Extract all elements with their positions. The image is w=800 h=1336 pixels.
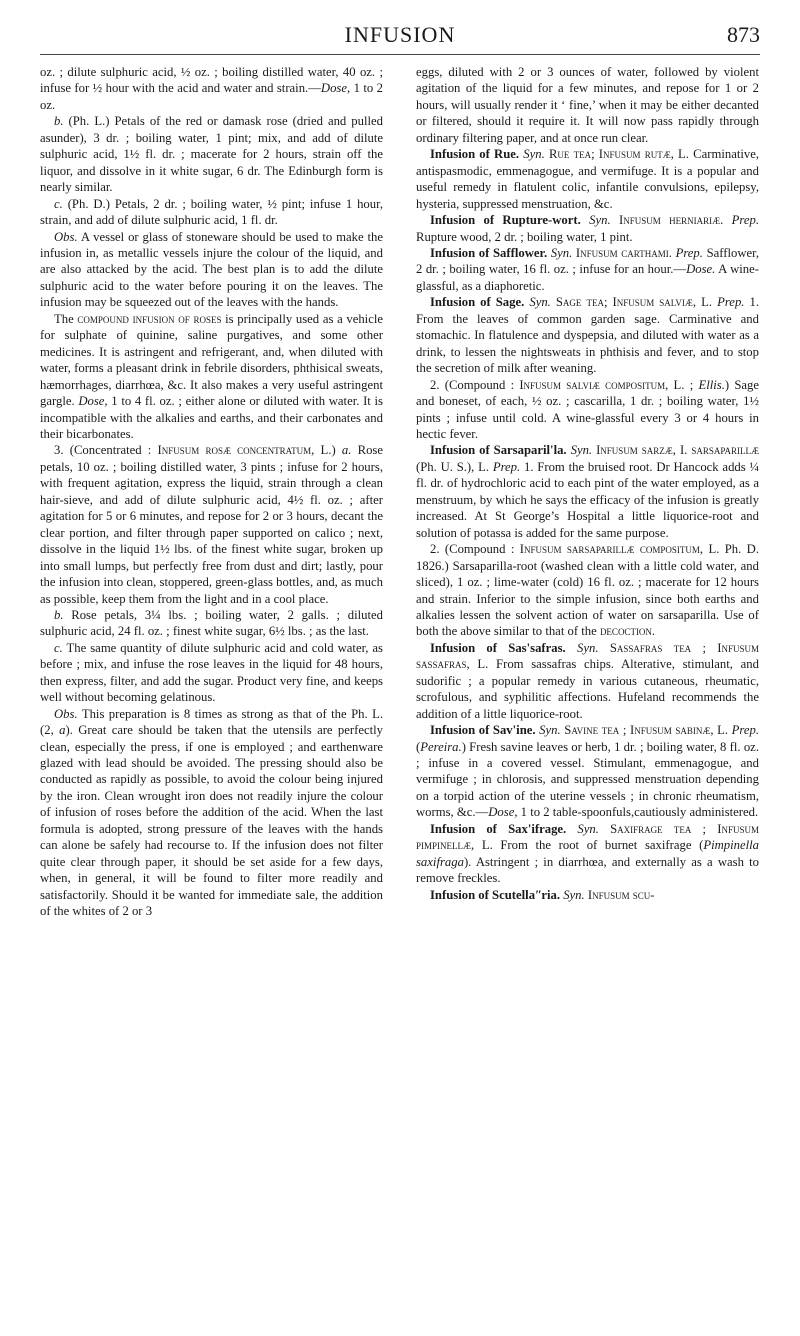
text-run: L. — [696, 295, 718, 310]
text-run: eggs, diluted with 2 or 3 ounces of water, followed by violent agitation of the liquid for a few minutes, and repose for 1 or 2 hours, will usually render it ‘ fine,’ when it may be either decanted or filtered, should it require it. It will now pass rapidly through ordinary filtering paper, and at once run clear. — [416, 65, 759, 145]
paragraph — [416, 442, 759, 541]
entry-headword: Infusion of Sav'ine. — [430, 723, 536, 738]
entry-headword: Infusion of Sas'safras. — [430, 640, 566, 655]
italic-text: Syn. — [589, 213, 611, 228]
text-run — [566, 641, 577, 655]
italic-text: Syn. — [539, 723, 561, 738]
left-column — [40, 64, 383, 1324]
entry-headword: Infusion of Rue. — [430, 147, 520, 162]
entry-headword: Infusion of Sarsaparil'la. — [430, 443, 567, 458]
text-run: ). Astringent ; in diarrhœa, and externally as a wash to remove freckles. — [416, 854, 759, 886]
text-run: (Ph. L.) Petals of the red or damask rose (dried and pulled asunder), 3 dr. ; boiling water, 1 pint; mix, and add of dilute sulphuric acid, 1½ fl. dr. ; macerate for 2 hours, strain off the liquor, and dissolve in it white sugar, 6 dr. The Edinburgh form is nearly similar. — [40, 114, 383, 195]
text-run: 3. (Concentrated : — [54, 443, 158, 458]
paragraph — [416, 821, 759, 887]
text-run: is principally used as a vehicle for sulphate of quinine, saline purgatives, and some other medicines. It is astringent and refrigerant, and, when diluted with water, forms a pleasant drink in febrile disorders, phthisical sweats, hæmorrhages, diarrhœa, &c. It also makes a very useful astringent gargle. — [40, 311, 383, 409]
text-run: oz. ; dilute sulphuric acid, ½ oz. ; boiling distilled water, 40 oz. ; infuse for ½ hour with the acid and water and strain.— — [40, 65, 383, 96]
italic-text: Pereira. — [420, 739, 462, 754]
page-title: INFUSION — [344, 22, 456, 47]
text-run: A vessel or glass of stoneware should be used to make the infusion in, as metallic vessels injure the colour of the liquid, and are also attacked by the acid. The best plan is to add the dilute sulphuric acid to the water before pouring it on the leaves. The infusion may be squeezed out of the leaves with the hands. — [40, 229, 383, 310]
small-caps-text: Sage tea; Infusum salviæ, — [555, 295, 697, 310]
entry-headword: Infusion of Sage. — [430, 295, 525, 310]
text-run: Rose petals, 10 oz. ; boiling distilled water, 3 pints ; infuse for 2 hours, with frequent agitation, express the liquid, strain through a clean hair-sieve, and add of dilute sulphuric acid, 4½ fl. oz. ; after agitation for 5 or 6 minutes, and repose for 2 or 3 hours, decant the clear portion, and filter through paper supported on calico ; next, dissolve in the liquid 1½ lbs. of the finest white sugar, broken up into small lumps, but perfectly free from dust and dirt; lastly, pour the infusion into clean, stoppered, green-glass bottles, and, as much as possible, keep them from the light and in a cool place. — [40, 443, 383, 606]
italic-text: a — [59, 723, 66, 738]
text-run: (Ph. D.) Petals, 2 dr. ; boiling water, ½ pint; infuse 1 hour, strain, and add of dilute sulphuric acid, 1 fl. dr. — [40, 196, 383, 228]
text-run: ) Fresh savine leaves or herb, 1 dr. ; boiling water, 8 fl. oz. ; infuse in a covered vessel. Stimulant, emmenagogue, and vermifuge ; in chlorosis, and suppressed menstruation depending on a torpid action of the uterine vessels ; in chronic rheumatism, worms, &c.— — [416, 739, 759, 820]
text-run: 1 to 2 table-spoonfuls,cautiously administered. — [517, 805, 759, 820]
italic-text: Prep. — [731, 723, 759, 738]
paragraph — [40, 229, 383, 311]
text-run: A wine-glassful, as a diaphoretic. — [416, 262, 759, 293]
paragraph — [40, 311, 383, 443]
italic-text: Syn. — [577, 821, 599, 836]
small-caps-text: compound infusion of roses — [77, 311, 222, 326]
small-caps-text: Infusum salviæ compositum, — [519, 377, 669, 392]
italic-text: b. — [54, 607, 64, 622]
small-caps-text: decoction. — [599, 624, 656, 639]
small-caps-text: Rue tea; Infusum rutæ, — [548, 147, 674, 162]
small-caps-text: Saxifrage tea ; Infusum pimpinellæ, — [416, 821, 759, 853]
paragraph — [416, 212, 759, 245]
italic-text: a. — [341, 443, 352, 458]
text-run: 1. From the bruised root. Dr Hancock adds ¼ fl. dr. of hydrochloric acid to each pint of the water employed, as a menstruum, by which he says the efficacy of the infusion is greatly increased. At St George’s Hospital a little liquorice-root and solution of potassa is added for the same purpose. — [416, 459, 759, 540]
text-run: L. From the root of burnet saxifrage ( — [474, 838, 704, 853]
text-run: This preparation is 8 times as strong as that of the Ph. L. (2, — [40, 706, 383, 738]
italic-text: Dose, — [488, 805, 518, 820]
small-caps-text: Infusum sarsaparillæ compositum, — [519, 542, 704, 557]
text-run: L. From sassafras chips. Alterative, stimulant, and sudorific ; a popular remedy in various cutaneous, rheumatic, scrofulous, and syphilitic affections. Hufeland recommends the addition of a little liquorice-root. — [416, 657, 759, 721]
paragraph — [416, 377, 759, 443]
paragraph — [40, 64, 383, 113]
paragraph — [40, 442, 383, 607]
paragraph — [416, 640, 759, 722]
paragraph — [416, 294, 759, 376]
italic-text: Obs. — [54, 229, 78, 244]
italic-text: Dose, — [78, 394, 108, 409]
paragraph — [40, 706, 383, 920]
text-run: 1 to 2 oz. — [40, 81, 383, 112]
italic-text: Syn. — [523, 147, 545, 162]
italic-text: Syn. — [577, 640, 599, 655]
italic-text: Syn. — [550, 245, 573, 260]
entry-headword: Infusion of Scutellaʺria. — [430, 887, 561, 902]
small-caps-text: Infusum scu- — [587, 887, 655, 902]
page-number: 873 — [727, 22, 760, 47]
paragraph — [416, 722, 759, 821]
text-run — [599, 822, 610, 836]
text-run — [566, 822, 577, 836]
text-run: ) Sage and boneset, of each, ½ oz. ; cascarilla, 1 dr. ; boiling water, 1½ pints ; infuse until cold. A wine-glassful every 3 or 4 hours in hectic fever. — [416, 377, 759, 441]
italic-text: Prep. — [492, 459, 521, 474]
italic-text: c. — [54, 196, 63, 211]
entry-headword: Infusion of Sax'ifrage. — [430, 821, 567, 836]
italic-text: Prep. — [717, 295, 745, 310]
entry-headword: Infusion of Rupture-wort. — [430, 213, 581, 228]
italic-text: Pimpinella saxifraga — [416, 838, 759, 869]
text-run: 1 to 4 fl. oz. ; either alone or diluted with water. It is incompatible with the alkalies and earths, and their carbonates and their bicarbonates. — [40, 394, 383, 441]
entry-headword: Infusion of Safflower. — [430, 245, 548, 260]
small-caps-text: Infusum rosæ concentratum, — [157, 443, 315, 458]
small-caps-text: Savine tea ; Infusum sabinæ, — [564, 723, 714, 738]
text-run — [723, 213, 731, 227]
italic-text: Ellis. — [698, 377, 725, 392]
text-run — [581, 213, 589, 227]
italic-text: Syn. — [570, 443, 593, 458]
text-run: L. Carminative, antispasmodic, emmenagogue, and vermifuge. It is a popular and useful remedy in flatulent colic, infantile convulsions, epilepsy, hysteria, suppressed menstruation, &c. — [416, 147, 759, 211]
italic-text: Syn. — [563, 887, 585, 902]
text-run: I. — [675, 443, 692, 458]
text-run — [611, 213, 619, 227]
text-run: L. Ph. D. 1826.) Sarsaparilla-root (washed clean with a little cold water, and sliced), 1 oz. ; lime-water (cold) 16 fl. oz. ; macerate for 12 hours and strain. Inferior to the simple infusion, since both earths and alkalies lessen the solvent action of water on sarsaparilla. Use of both the above similar to that of the — [416, 542, 759, 639]
italic-text: Prep. — [675, 245, 703, 260]
small-caps-text: Infusum carthami. — [575, 245, 672, 260]
italic-text: b. — [54, 114, 64, 129]
paragraph — [416, 245, 759, 294]
header-rule — [40, 54, 760, 55]
text-run: Rupture wood, 2 dr. ; boiling water, 1 pint. — [416, 229, 633, 244]
text-run: (Ph. U. S.), L. — [416, 459, 493, 474]
text-run — [599, 641, 610, 655]
italic-text: c. — [54, 640, 63, 655]
right-column — [416, 64, 759, 1324]
small-caps-text: sarsaparillæ — [691, 443, 759, 458]
italic-text: Syn. — [529, 295, 551, 310]
text-run: L. — [713, 723, 732, 738]
paragraph — [40, 113, 383, 195]
paragraph — [416, 887, 759, 903]
small-caps-text: Sassafras tea ; Infusum sassafras, — [416, 640, 759, 672]
paragraph — [416, 64, 759, 146]
text-run: Rose petals, 3¼ lbs. ; boiling water, 2 galls. ; diluted sulphuric acid, 24 fl. oz. ; finest white sugar, 6½ lbs. ; as the last. — [40, 607, 383, 639]
text-run: ( — [416, 739, 421, 754]
running-header — [40, 22, 760, 52]
italic-text: Dose. — [686, 262, 716, 277]
text-run: 1. From the leaves of common garden sage. Carminative and stomachic. In flatulence and dyspepsia, and diluted with water as a drink, to lessen the nightsweats in phthisis and fever, and to stop the secretion of milk after weaning. — [416, 295, 759, 376]
text-run: The same quantity of dilute sulphuric acid and cold water, as before ; mix, and infuse the rose leaves in the liquid for 48 hours, then express, filter, and add the sugar. Product very fine, and keeps well without becoming gelatinous. — [40, 640, 383, 705]
small-caps-text: Infusum herniariæ. — [619, 213, 724, 228]
small-caps-text: Infusum sarzæ, — [596, 443, 676, 458]
text-run: ). Great care should be taken that the utensils are perfectly clean, especially the press, if one is employed ; and earthenware glazed with lead should be avoided. The pressing should also be conducted as rapidly as possible, to avoid the colour being injured by the iron. Clean wrought iron does not readily injure the colour of infusion of roses before the addition of the acid. When the last formula is adopted, strong pressure of the leaves with the hands can alone be safely had recourse to. If the infusion does not filter quite clear through paper, it should be set aside for a few days, when, in general, it will be found to filter more readily and satisfactorily. Should it be wanted for immediate sale, the addition of the whites of 2 or 3 — [40, 723, 383, 919]
text-run: Safflower, 2 dr. ; boiling water, 16 fl. oz. ; infuse for an hour.— — [416, 245, 759, 277]
text-run: 2. (Compound : — [430, 542, 520, 557]
text-run: L.) — [314, 443, 342, 458]
italic-text: Dose, — [320, 81, 351, 96]
text-run: 2. (Compound : — [430, 377, 520, 392]
paragraph — [40, 640, 383, 706]
paragraph — [416, 541, 759, 640]
paragraph — [416, 146, 759, 212]
text-run: L. ; — [668, 377, 699, 392]
paragraph — [40, 607, 383, 640]
italic-text: Prep. — [731, 213, 759, 228]
paragraph — [40, 196, 383, 229]
text-run: The — [54, 311, 78, 326]
italic-text: Obs. — [54, 706, 78, 721]
